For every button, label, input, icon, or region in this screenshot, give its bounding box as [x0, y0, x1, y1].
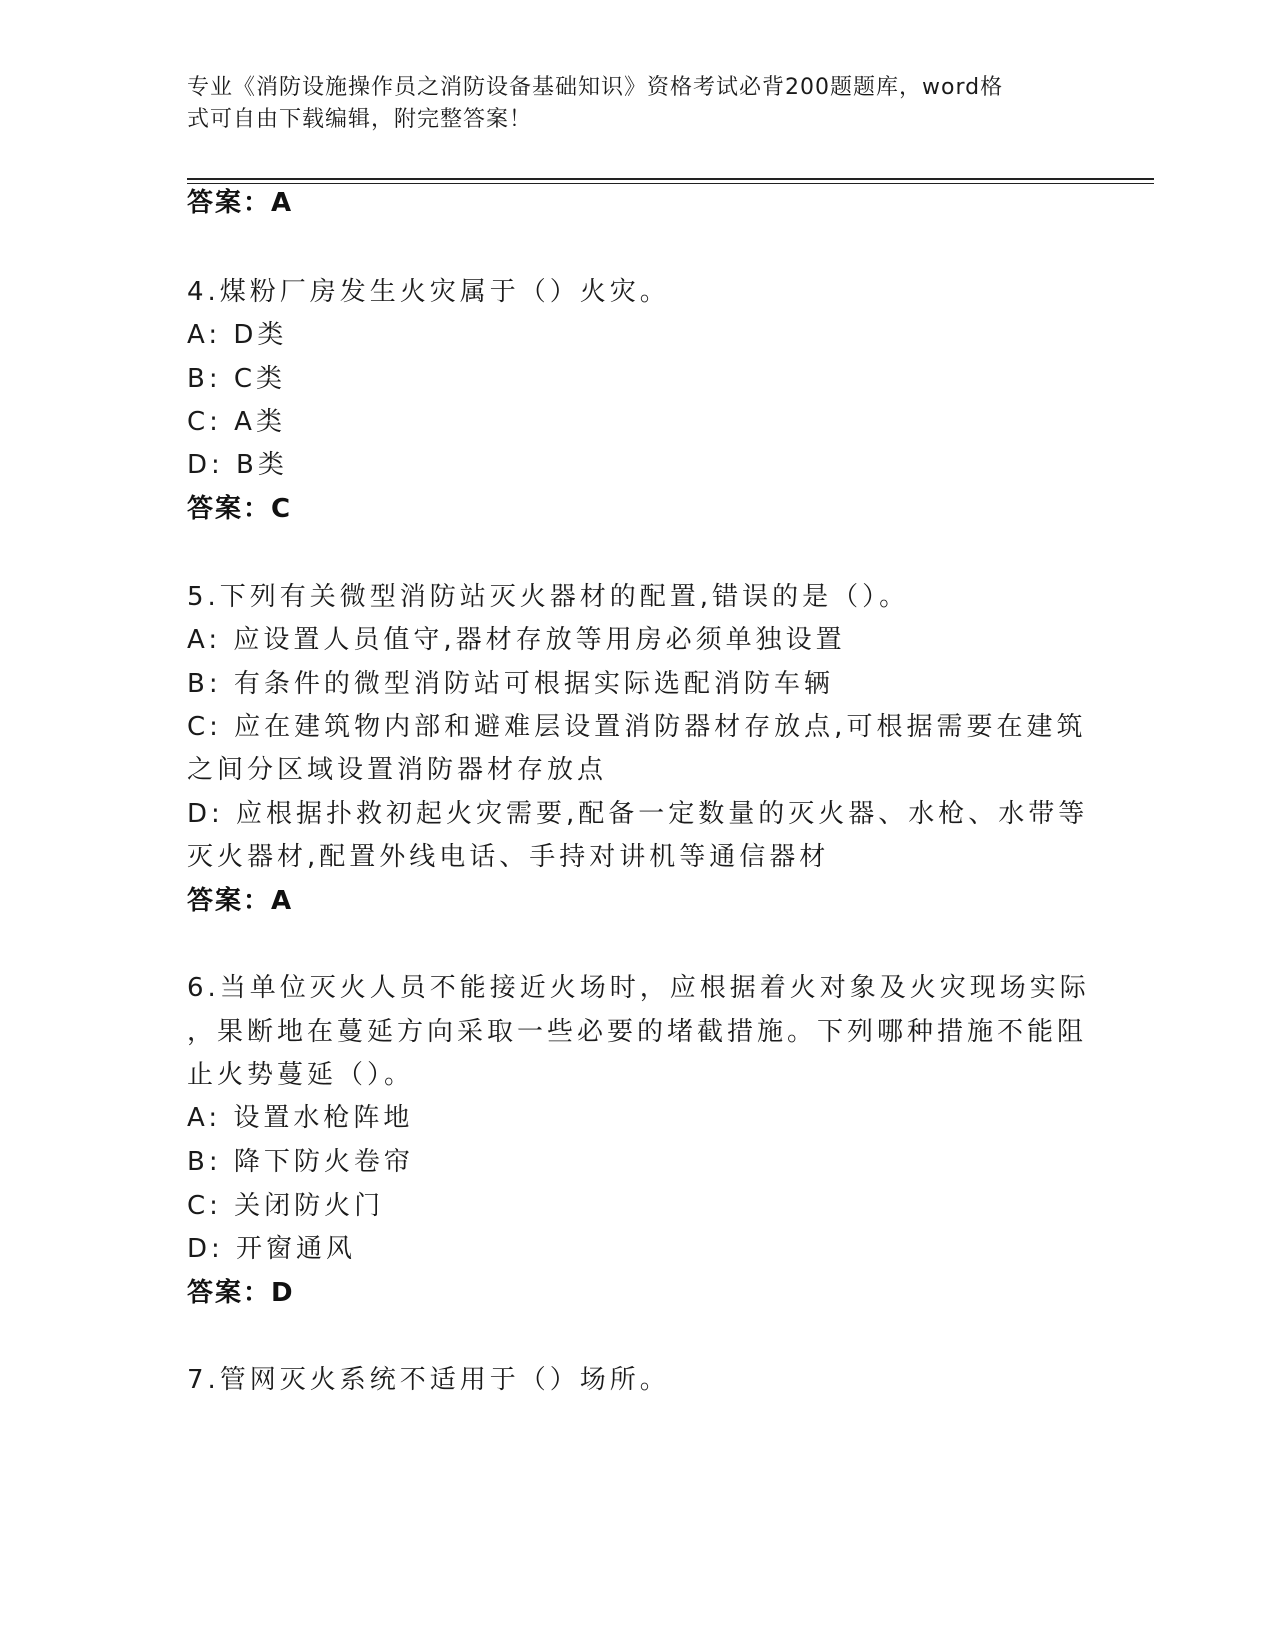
header-divider-thick — [187, 178, 1154, 180]
question-6-option-a: A: 设置水枪阵地 — [187, 1103, 414, 1133]
header-divider-thin — [187, 183, 1154, 184]
question-5-option-c-line-2: 之间分区域设置消防器材存放点 — [187, 755, 608, 785]
question-4-option-b: B: C类 — [187, 364, 287, 394]
question-5-stem: 5.下列有关微型消防站灭火器材的配置,错误的是（）。 — [187, 582, 910, 612]
answer-q5: 答案：A — [187, 886, 294, 916]
answer-q6: 答案：D — [187, 1278, 295, 1308]
question-4-option-c: C: A类 — [187, 407, 286, 437]
question-4-option-d: D: B类 — [187, 450, 288, 480]
question-4-option-a: A: D类 — [187, 320, 288, 350]
question-6-option-d: D: 开窗通风 — [187, 1234, 357, 1264]
question-6-stem-line-2: ，果断地在蔓延方向采取一些必要的堵截措施。下列哪种措施不能阻 — [187, 1017, 1088, 1047]
document-header — [187, 72, 1067, 136]
question-5-option-b: B: 有条件的微型消防站可根据实际选配消防车辆 — [187, 669, 834, 699]
question-7-stem: 7.管网灭火系统不适用于（）场所。 — [187, 1365, 670, 1395]
question-6-option-b: B: 降下防火卷帘 — [187, 1147, 414, 1177]
question-5-option-d-line-1: D: 应根据扑救初起火灾需要,配备一定数量的灭火器、水枪、水带等 — [187, 799, 1089, 829]
header-line-1: 专业《消防设施操作员之消防设备基础知识》资格考试必背200题题库，word格 — [187, 75, 1004, 100]
question-6-stem-line-1: 6.当单位灭火人员不能接近火场时，应根据着火对象及火灾现场实际 — [187, 973, 1090, 1003]
question-5-option-a: A: 应设置人员值守,器材存放等用房必须单独设置 — [187, 625, 846, 655]
question-5-option-c-line-1: C: 应在建筑物内部和避难层设置消防器材存放点,可根据需要在建筑 — [187, 712, 1087, 742]
question-5-option-d-line-2: 灭火器材,配置外线电话、手持对讲机等通信器材 — [187, 842, 830, 872]
question-6-option-c: C: 关闭防火门 — [187, 1191, 385, 1221]
header-line-2: 式可自由下载编辑，附完整答案！ — [187, 107, 533, 132]
question-6-stem-line-3: 止火势蔓延（）。 — [187, 1060, 415, 1090]
answer-q4: 答案：C — [187, 494, 293, 524]
answer-q3: 答案：A — [187, 188, 294, 218]
question-4-stem: 4.煤粉厂房发生火灾属于（）火灾。 — [187, 277, 670, 307]
